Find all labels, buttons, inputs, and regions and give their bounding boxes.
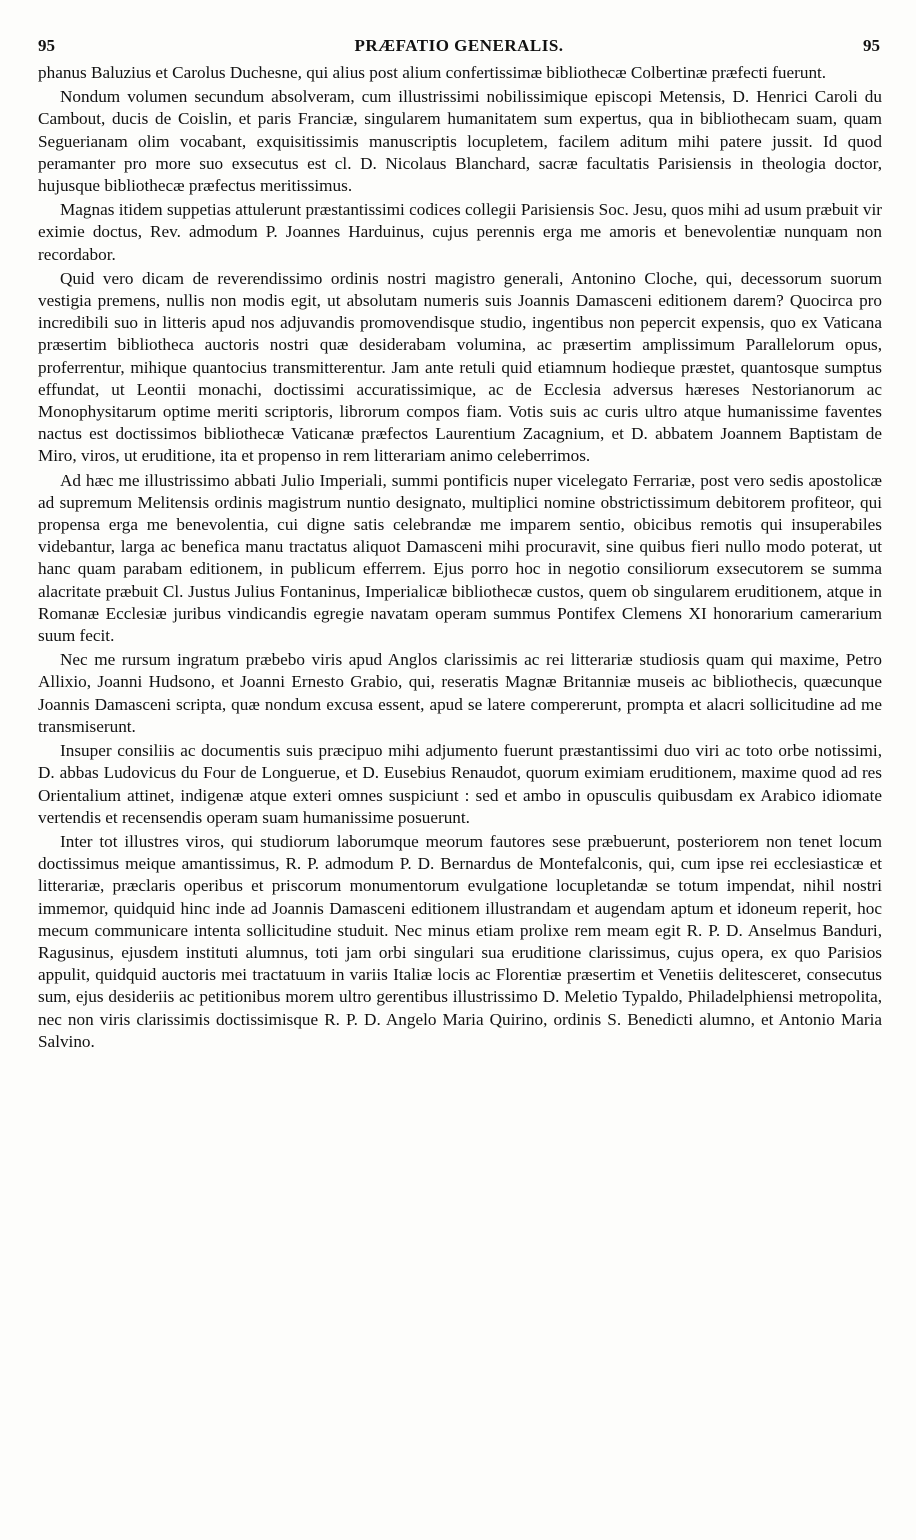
running-header — [38, 36, 880, 60]
page-number-right: 95 — [863, 36, 880, 55]
paragraph: Nondum volumen secundum absolveram, cum illustrissimi nobilissimique episcopi Metensis, D. Henrici Caroli du Cambout, ducis de Coislin, et paris Franciæ, singularem humanitatem sum expertus, qua in bibliothecam suam, quam Seguerianam olim vocabant, exquisitissimis manuscriptis locupletem, facilem aditum mihi patere jussit. Id quod peramanter pro more suo exsecutus est cl. D. Nicolaus Blanchard, sacræ facultatis Parisiensis in theologia doctor, hujusque bibliothecæ præfectus meritissimus. — [38, 87, 882, 196]
paragraph: Nec me rursum ingratum præbebo viris apud Anglos clarissimis ac rei litterariæ studiosis quam qui maxime, Petro Allixio, Joanni Hudsono, et Joanni Ernesto Grabio, qui, reseratis Magnæ Britanniæ museis ac bibliothecis, quæcunque Joannis Damasceni scripta, quæ nondum excusa essent, apud se latere compererunt, prompta et alacri sollicitudine ad me transmiserunt. — [38, 650, 882, 736]
paragraph: Quid vero dicam de reverendissimo ordinis nostri magistro generali, Antonino Cloche, qui, decessorum suorum vestigia premens, nullis non modis egit, ut absolutam numeris suis Joannis Damasceni editionem darem? Quocirca pro incredibili suo in litteris apud nos adjuvandis promovendisque studio, ingentibus non pepercit expensis, quo ex Vaticana præsertim bibliotheca auctoris nostri quæ desiderabam volumina, ac præsertim amplissimum Parallelorum opus, proferrentur, mihique quantocius transmitterentur. Jam ante retuli quid etiamnum hodieque præstet, quantosque sumptus effundat, ut Leontii monachi, doctissimi accuratissimique, ac de Ecclesia adversus hæreses Nestorianorum ac Monophysitarum optime meriti scriptoris, librorum compos fiam. Votis suis ac curis ultro atque humanissime faventes nactus est doctissimos bibliothecæ Vaticanæ præfectos Laurentium Zacagnium, et D. abbatem Joannem Baptistam de Miro, viros, ut eruditione, ita et propenso in rem litterariam animo celeberrimos. — [38, 268, 882, 466]
running-title: PRÆFATIO GENERALIS. — [354, 36, 564, 55]
paragraph: phanus Baluzius et Carolus Duchesne, qui alius post alium confertissimæ bibliothecæ Colbertinæ præfecti fuerunt. — [38, 63, 827, 82]
paragraph: Magnas itidem suppetias attulerunt præstantissimi codices collegii Parisiensis Soc. Jesu, quos mihi ad usum præbuit vir eximie doctus, Rev. admodum P. Joannes Harduinus, cujus perennis erga me amoris et benevolentiæ nunquam non recordabor. — [38, 200, 882, 264]
body-text — [38, 62, 882, 1055]
page-number-left: 95 — [38, 36, 55, 55]
paragraph: Ad hæc me illustrissimo abbati Julio Imperiali, summi pontificis nuper vicelegato Ferrariæ, post vero sedis apostolicæ ad supremum Melitensis ordinis magistrum nuntio designato, multiplici nomine obstrictissimum debitorem profiteor, qui propensa erga me benevolentia, cui digne satis celebrandæ me imparem sentio, obicibus remotis qui insuperabiles videbantur, larga ac benefica manu tractatus aliquot Damasceni mihi procuravit, sine quibus fieri nullo modo poterat, ut hanc quam parabam editionem, in publicum efferrem. Ejus porro hoc in negotio consiliorum exsecutorem se summa alacritate præbuit Cl. Justus Julius Fontaninus, Imperialicæ bibliothecæ custos, quem ob singularem eruditionem, atque in Romanæ Ecclesiæ juribus vindicandis egregie navatam operam summus Pontifex Clemens XI honorarium camerarium suum fecit. — [38, 470, 882, 646]
paragraph: Inter tot illustres viros, qui studiorum laborumque meorum fautores sese præbuerunt, posteriorem non tenet locum doctissimus meique amantissimus, R. P. admodum P. D. Bernardus de Montefalconis, qui, cum ipse rei ecclesiasticæ et litterariæ, præclaris operibus et priscorum monumentorum evulgatione locupletandæ se totum impendat, nihil nostri immemor, quidquid hinc inde ad Joannis Damasceni editionem illustrandam et augendam aptum et idoneum reperit, hoc mecum communicare intenta sollicitudine studuit. Nec minus etiam prolixe rem meam egit R. P. D. Anselmus Banduri, Ragusinus, ejusdem instituti alumnus, toti jam orbi singulari sua eruditione clarissimus, cujus opera, ex quo Parisios appulit, quidquid auctoris mei tractatuum in variis Italiæ locis ac Florentiæ præsertim et Venetiis delitesceret, consecutus sum, ejus desideriis ac petitionibus morem ultro gerentibus illustrissimo D. Meletio Typaldo, Philadelphiensi metropolita, nec non viris clarissimis doctissimisque R. P. D. Angelo Maria Quirino, ordinis S. Benedicti alumno, et Antonio Maria Salvino. — [38, 831, 882, 1051]
paragraph: Insuper consiliis ac documentis suis præcipuo mihi adjumento fuerunt præstantissimi duo viri ac toto orbe notissimi, D. abbas Ludovicus du Four de Longuerue, et D. Eusebius Renaudot, quorum eximiam eruditionem, maxime quod ad res Orientalium attinet, indigenæ atque exteri omnes suspiciunt : sed et ambo in opusculis quibusdam ex Arabico idiomate vertendis et recensendis operam suam humanissime posuerunt. — [38, 741, 882, 827]
